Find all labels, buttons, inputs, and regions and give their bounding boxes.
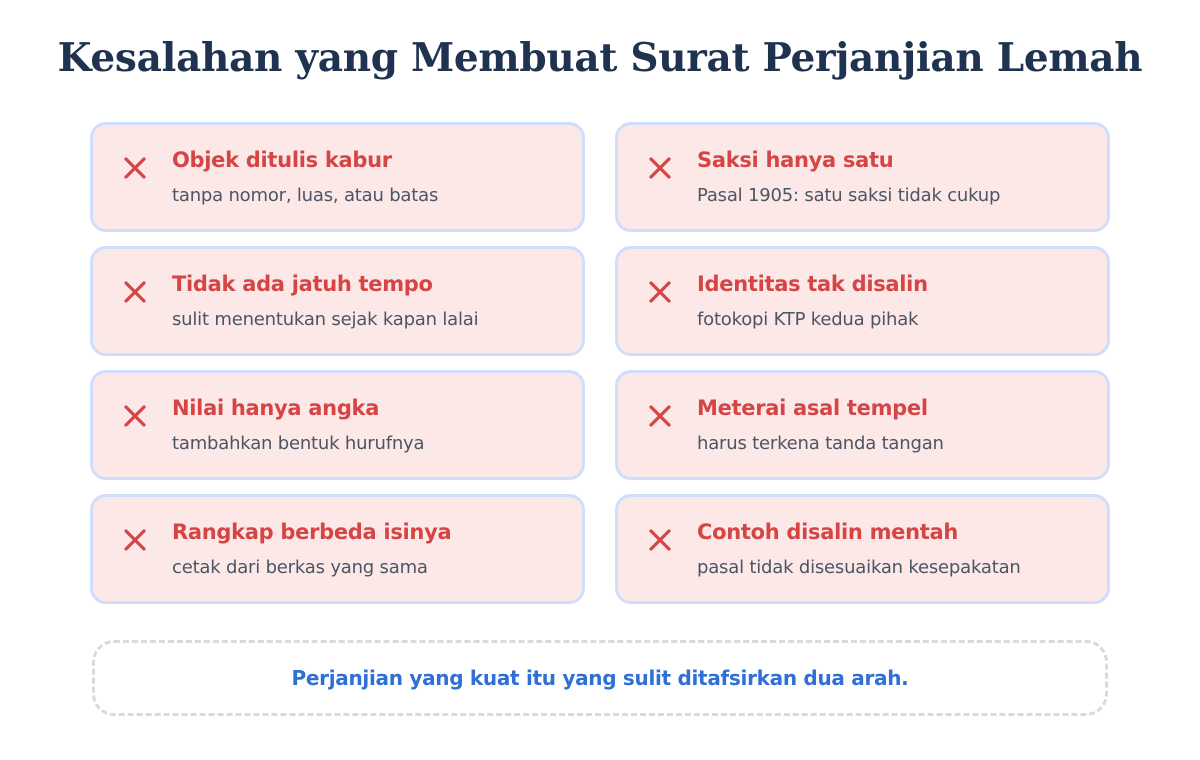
mistake-card — [615, 370, 1110, 480]
x-mark-icon — [120, 277, 150, 307]
footer-callout — [92, 640, 1108, 716]
mistake-description: Pasal 1905: satu saksi tidak cukup — [697, 185, 1001, 206]
x-mark-icon — [120, 153, 150, 183]
mistake-description: cetak dari berkas yang sama — [172, 557, 428, 578]
mistake-title: Objek ditulis kabur — [172, 148, 392, 172]
footer-text: Perjanjian yang kuat itu yang sulit ditafsirkan dua arah. — [291, 666, 909, 690]
page-title: Kesalahan yang Membuat Surat Perjanjian Lemah — [57, 35, 1143, 81]
mistake-card — [90, 494, 585, 604]
mistake-card — [615, 246, 1110, 356]
mistake-description: pasal tidak disesuaikan kesepakatan — [697, 557, 1021, 578]
x-mark-icon — [120, 525, 150, 555]
x-mark-icon — [120, 401, 150, 431]
mistake-description: fotokopi KTP kedua pihak — [697, 309, 919, 330]
mistake-title: Nilai hanya angka — [172, 396, 380, 420]
mistake-title: Rangkap berbeda isinya — [172, 520, 452, 544]
mistake-title: Contoh disalin mentah — [697, 520, 959, 544]
mistakes-grid — [90, 122, 1110, 604]
x-mark-icon — [645, 277, 675, 307]
mistake-card — [615, 494, 1110, 604]
mistake-title: Saksi hanya satu — [697, 148, 894, 172]
mistake-card — [615, 122, 1110, 232]
mistake-card — [90, 246, 585, 356]
mistake-title: Identitas tak disalin — [697, 272, 928, 296]
x-mark-icon — [645, 401, 675, 431]
mistake-description: tanpa nomor, luas, atau batas — [172, 185, 439, 206]
mistake-title: Meterai asal tempel — [697, 396, 928, 420]
x-mark-icon — [645, 153, 675, 183]
mistake-card — [90, 122, 585, 232]
mistake-card — [90, 370, 585, 480]
mistake-description: sulit menentukan sejak kapan lalai — [172, 309, 479, 330]
mistake-title: Tidak ada jatuh tempo — [172, 272, 433, 296]
x-mark-icon — [645, 525, 675, 555]
mistake-description: harus terkena tanda tangan — [697, 433, 944, 454]
mistake-description: tambahkan bentuk hurufnya — [172, 433, 425, 454]
